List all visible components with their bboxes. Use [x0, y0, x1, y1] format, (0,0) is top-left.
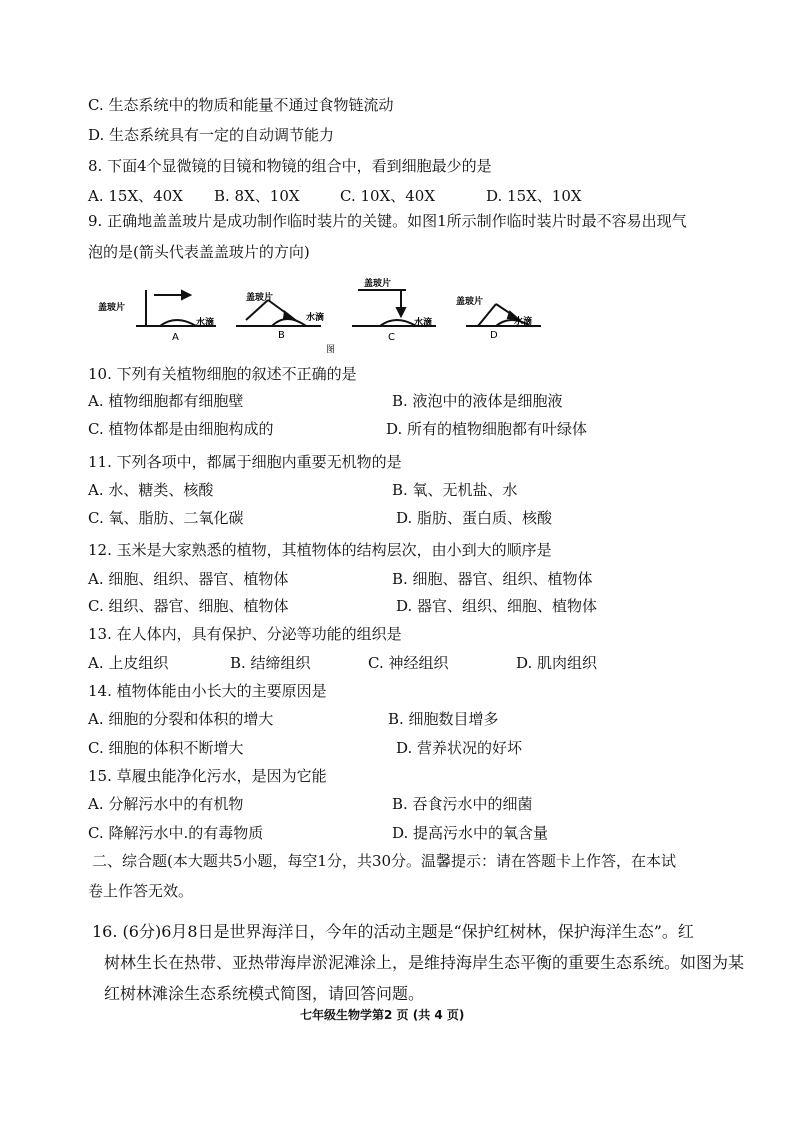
q8-option-b: B. 8X、10X	[214, 187, 300, 205]
q12-option-d: D. 器官、组织、细胞、植物体	[396, 597, 598, 615]
question-9-line2: 泡的是(箭头代表盖盖玻片的方向)	[88, 243, 310, 261]
q14-option-c: C. 细胞的体积不断增大	[88, 739, 244, 757]
q10-option-c: C. 植物体都是由细胞构成的	[88, 420, 274, 438]
question-16-line3: 红树林滩涂生态系统模式简图，请回答问题。	[104, 984, 425, 1003]
question-10: 10. 下列有关植物细胞的叙述不正确的是	[88, 365, 357, 383]
question-14: 14. 植物体能由小长大的主要原因是	[88, 682, 327, 700]
figure-a-water-label: 水滴	[196, 318, 215, 328]
q13-option-b: B. 结缔组织	[230, 654, 311, 672]
section-2-heading-cont: 卷上作答无效。	[88, 882, 194, 900]
coverslip-figure	[96, 276, 556, 356]
q13-option-d: D. 肌肉组织	[516, 654, 598, 672]
q15-option-c: C. 降解污水中.的有毒物质	[88, 824, 264, 842]
page-footer: 七年级生物学第2 页 (共 4 页)	[300, 1008, 465, 1022]
q10-option-b: B. 液泡中的液体是细胞液	[392, 392, 563, 410]
question-16-line2: 树林生长在热带、亚热带海岸淤泥滩涂上，是维持海岸生态平衡的重要生态系统。如图为某	[104, 953, 745, 972]
q13-option-a: A. 上皮组织	[88, 654, 169, 672]
q11-option-c: C. 氧、脂肪、二氧化碳	[88, 509, 244, 527]
q15-option-a: A. 分解污水中的有机物	[88, 795, 244, 813]
figure-c-cover-label: 盖玻片	[364, 279, 392, 289]
question-8: 8. 下面4个显微镜的目镜和物镜的组合中，看到细胞最少的是	[88, 157, 492, 175]
q12-option-c: C. 组织、器官、细胞、植物体	[88, 597, 289, 615]
q12-option-a: A. 细胞、组织、器官、植物体	[88, 570, 289, 588]
q8-option-c: C. 10X、40X	[340, 187, 436, 205]
question-16-line1: 16. (6分)6月8日是世界海洋日，今年的活动主题是“保护红树林，保护海洋生态”。红	[92, 922, 694, 941]
figure-label-a: A	[172, 332, 179, 343]
figure-c-water-label: 水滴	[414, 318, 433, 328]
q12-option-b: B. 细胞、器官、组织、植物体	[392, 570, 593, 588]
figure-caption: 图	[326, 345, 336, 355]
q14-option-d: D. 营养状况的好坏	[396, 739, 523, 757]
q13-option-c: C. 神经组织	[368, 654, 449, 672]
figure-a-cover-label: 盖玻片	[98, 303, 126, 313]
question-15: 15. 草履虫能净化污水，是因为它能	[88, 767, 327, 785]
figure-d-cover-label: 盖玻片	[456, 297, 484, 307]
question-9-line1: 9. 正确地盖盖玻片是成功制作临时装片的关键。如图1所示制作临时装片时最不容易出现气	[88, 212, 687, 230]
option-d-prev: D. 生态系统具有一定的自动调节能力	[88, 126, 335, 144]
q10-option-d: D. 所有的植物细胞都有叶绿体	[386, 420, 588, 438]
section-2-heading: 二、综合题(本大题共5小题，每空1分，共30分。温馨提示：请在答题卡上作答，在本试	[92, 852, 677, 870]
figure-d-water-label: 水滴	[514, 317, 533, 327]
q11-option-a: A. 水、糖类、核酸	[88, 481, 214, 499]
figure-b-cover-label: 盖玻片	[246, 293, 274, 303]
figure-label-b: B	[278, 330, 285, 341]
q15-option-d: D. 提高污水中的氧含量	[392, 824, 549, 842]
q11-option-b: B. 氧、无机盐、水	[392, 481, 518, 499]
figure-label-c: C	[388, 332, 395, 343]
figure-b-water-label: 水滴	[306, 313, 325, 323]
q14-option-b: B. 细胞数目增多	[388, 710, 499, 728]
option-c-prev: C. 生态系统中的物质和能量不通过食物链流动	[88, 96, 394, 114]
question-11: 11. 下列各项中，都属于细胞内重要无机物的是	[88, 453, 402, 471]
q10-option-a: A. 植物细胞都有细胞壁	[88, 392, 244, 410]
q8-option-d: D. 15X、10X	[486, 187, 582, 205]
figure-label-d: D	[490, 330, 498, 341]
question-12: 12. 玉米是大家熟悉的植物，其植物体的结构层次，由小到大的顺序是	[88, 541, 552, 559]
q15-option-b: B. 吞食污水中的细菌	[392, 795, 533, 813]
q14-option-a: A. 细胞的分裂和体积的增大	[88, 710, 274, 728]
q11-option-d: D. 脂肪、蛋白质、核酸	[396, 509, 553, 527]
question-13: 13. 在人体内，具有保护、分泌等功能的组织是	[88, 625, 402, 643]
q8-option-a: A. 15X、40X	[88, 187, 183, 205]
